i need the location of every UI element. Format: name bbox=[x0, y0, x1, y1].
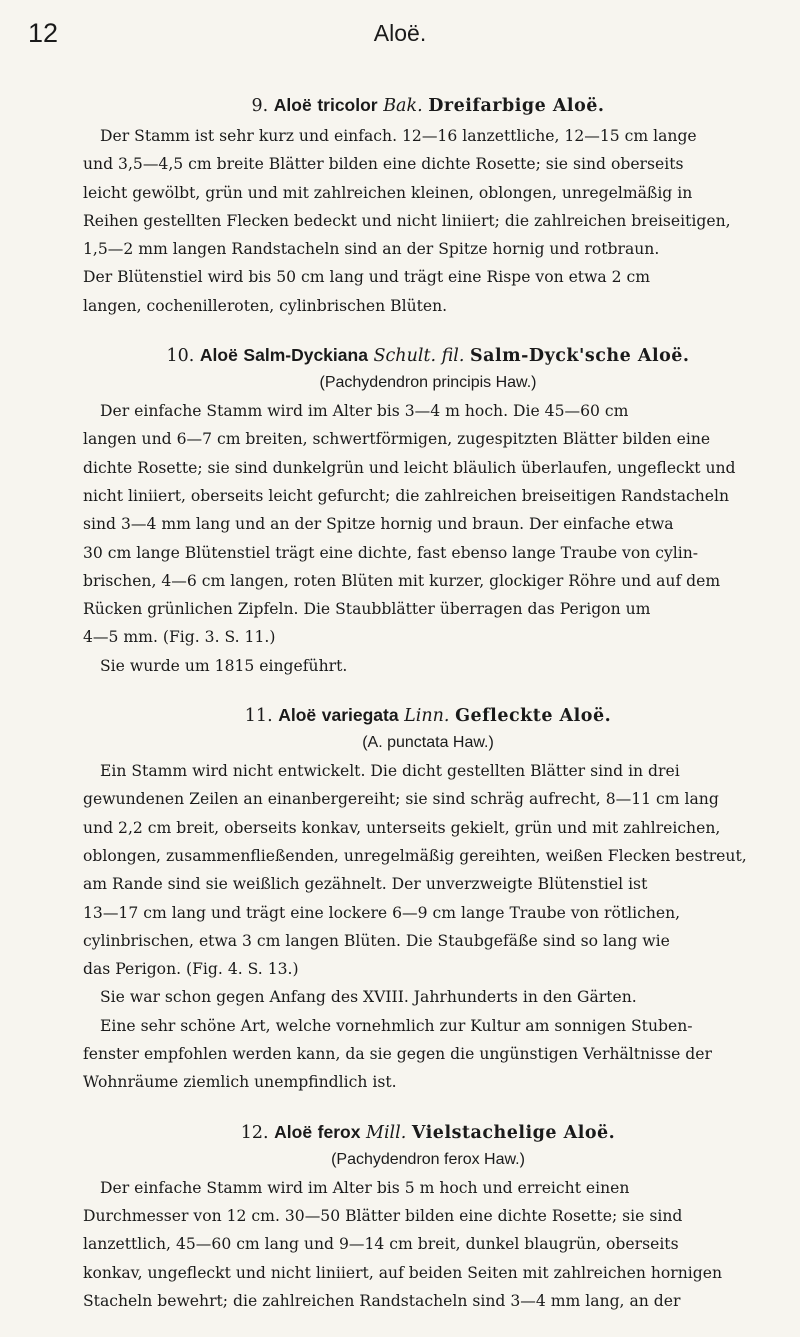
species-epithet: variegata bbox=[321, 705, 399, 726]
author-abbrev: Schult. fil. bbox=[373, 346, 465, 367]
species-heading bbox=[83, 342, 773, 370]
entry-number: 10. bbox=[166, 346, 195, 367]
text-line: Rücken grünlichen Zipfeln. Die Staubblätter überragen das Perigon um bbox=[83, 600, 651, 619]
text-line: 30 cm lange Blütenstiel trägt eine dichte, fast ebenso lange Traube von cylin- bbox=[83, 543, 699, 562]
entry-number: 12. bbox=[240, 1122, 269, 1143]
text-line: und 3,5—4,5 cm breite Blätter bilden eine dichte Rosette; sie sind oberseits bbox=[83, 155, 684, 174]
text-line: und 2,2 cm breit, oberseits konkav, unterseits gekielt, grün und mit zahlreichen, bbox=[83, 818, 721, 837]
synonym: (Pachydendron ferox Haw.) bbox=[331, 1150, 525, 1168]
text-line: Durchmesser von 12 cm. 30—50 Blätter bilden eine dichte Rosette; sie sind bbox=[83, 1206, 683, 1225]
text-line: cylinbrischen, etwa 3 cm langen Blüten. Die Staubgefäße sind so lang wie bbox=[83, 931, 670, 950]
species-list bbox=[83, 92, 773, 1337]
species-epithet: ferox bbox=[317, 1121, 361, 1142]
text-line: Eine sehr schöne Art, welche vornehmlich zur Kultur am sonnigen Stuben- bbox=[100, 1016, 693, 1035]
text-line: lanzettlich, 45—60 cm lang und 9—14 cm breit, dunkel blaugrün, oberseits bbox=[83, 1235, 679, 1254]
text-line: oblongen, zusammenfließenden, unregelmäßig gereihten, weißen Flecken bestreut, bbox=[83, 846, 747, 865]
text-line: Der einfache Stamm wird im Alter bis 5 m hoch und erreicht einen bbox=[100, 1178, 630, 1197]
text-line: das Perigon. (Fig. 4. S. 13.) bbox=[83, 960, 299, 979]
running-head bbox=[0, 8, 800, 48]
genus-name: Aloë bbox=[278, 705, 317, 726]
text-line: 13—17 cm lang und trägt eine lockere 6—9 cm lange Traube von rötlichen, bbox=[83, 903, 681, 922]
common-name: Gefleckte Aloë. bbox=[455, 706, 612, 727]
text-line: nicht liniiert, oberseits leicht gefurcht; die zahlreichen breiseitigen Randstacheln bbox=[83, 486, 730, 505]
species-heading bbox=[83, 92, 773, 120]
text-line: 1,5—2 mm langen Randstacheln sind an der Spitze hornig und rotbraun. bbox=[83, 240, 660, 259]
text-line: Sie wurde um 1815 eingeführt. bbox=[100, 656, 348, 675]
species-heading bbox=[83, 702, 773, 730]
text-line: Der Stamm ist sehr kurz und einfach. 12—16 lanzettliche, 12—15 cm lange bbox=[100, 127, 697, 145]
species-entry bbox=[83, 342, 773, 680]
text-line: konkav, ungefleckt und nicht liniiert, auf beiden Seiten mit zahlreichen hornigen bbox=[83, 1263, 722, 1282]
text-line: langen und 6—7 cm breiten, schwertförmigen, zugespitzten Blätter bilden eine bbox=[83, 430, 711, 449]
common-name: Dreifarbige Aloë. bbox=[428, 96, 605, 116]
common-name: Salm-Dyck'sche Aloë. bbox=[470, 346, 690, 367]
text-line: Der einfache Stamm wird im Alter bis 3—4 m hoch. Die 45—60 cm bbox=[100, 402, 629, 421]
author-abbrev: Mill. bbox=[366, 1122, 407, 1143]
text-line: leicht gewölbt, grün und mit zahlreichen kleinen, oblongen, unregelmäßig in bbox=[83, 183, 693, 202]
page-number: 12 bbox=[28, 18, 59, 48]
text-line: Der Blütenstiel wird bis 50 cm lang und trägt eine Rispe von etwa 2 cm bbox=[83, 268, 651, 287]
species-epithet: tricolor bbox=[317, 95, 378, 115]
genus-name: Aloë bbox=[274, 1121, 313, 1142]
text-line: sind 3—4 mm lang und an der Spitze hornig und braun. Der einfache etwa bbox=[83, 515, 674, 534]
description bbox=[83, 1174, 773, 1315]
entry-number: 9. bbox=[251, 96, 269, 116]
common-name: Vielstachelige Aloë. bbox=[411, 1122, 616, 1143]
text-line: am Rande sind sie weißlich gezähnelt. Der unverzweigte Blütenstiel ist bbox=[83, 875, 648, 894]
species-heading bbox=[83, 1119, 773, 1147]
entry-number: 11. bbox=[244, 706, 273, 727]
synonym: (Pachydendron principis Haw.) bbox=[319, 374, 537, 392]
description bbox=[83, 757, 773, 1097]
species-epithet: Salm-Dyckiana bbox=[243, 345, 368, 366]
synonym: (A. punctata Haw.) bbox=[362, 734, 494, 752]
species-entry bbox=[83, 702, 773, 1097]
description bbox=[83, 397, 773, 680]
text-line: Wohnräume ziemlich unempfindlich ist. bbox=[83, 1073, 397, 1092]
description bbox=[83, 122, 773, 320]
genus-name: Aloë bbox=[199, 345, 238, 366]
text-line: Sie war schon gegen Anfang des XVIII. Jahrhunderts in den Gärten. bbox=[100, 988, 637, 1007]
species-entry bbox=[83, 1119, 773, 1315]
author-abbrev: Linn. bbox=[404, 706, 450, 727]
text-line: Ein Stamm wird nicht entwickelt. Die dicht gestellten Blätter sind in drei bbox=[100, 762, 680, 781]
author-abbrev: Bak. bbox=[383, 96, 423, 116]
text-line: Stacheln bewehrt; die zahlreichen Randstacheln sind 3—4 mm lang, an der bbox=[83, 1291, 681, 1310]
running-title: Aloë. bbox=[373, 20, 427, 46]
species-entry bbox=[83, 92, 773, 320]
genus-name: Aloë bbox=[273, 95, 312, 115]
text-line: brischen, 4—6 cm langen, roten Blüten mit kurzer, glockiger Röhre und auf dem bbox=[83, 571, 721, 590]
text-line: fenster empfohlen werden kann, da sie gegen die ungünstigen Verhältnisse der bbox=[83, 1045, 712, 1064]
text-line: gewundenen Zeilen an einanbergereiht; sie sind schräg aufrecht, 8—11 cm lang bbox=[83, 790, 719, 809]
text-line: 4—5 mm. (Fig. 3. S. 11.) bbox=[83, 628, 276, 647]
text-line: dichte Rosette; sie sind dunkelgrün und leicht bläulich überlaufen, ungefleckt und bbox=[83, 458, 736, 477]
text-line: Reihen gestellten Flecken bedeckt und nicht liniiert; die zahlreichen breiseitigen, bbox=[83, 211, 731, 230]
text-line: langen, cochenilleroten, cylinbrischen Blüten. bbox=[83, 296, 448, 315]
